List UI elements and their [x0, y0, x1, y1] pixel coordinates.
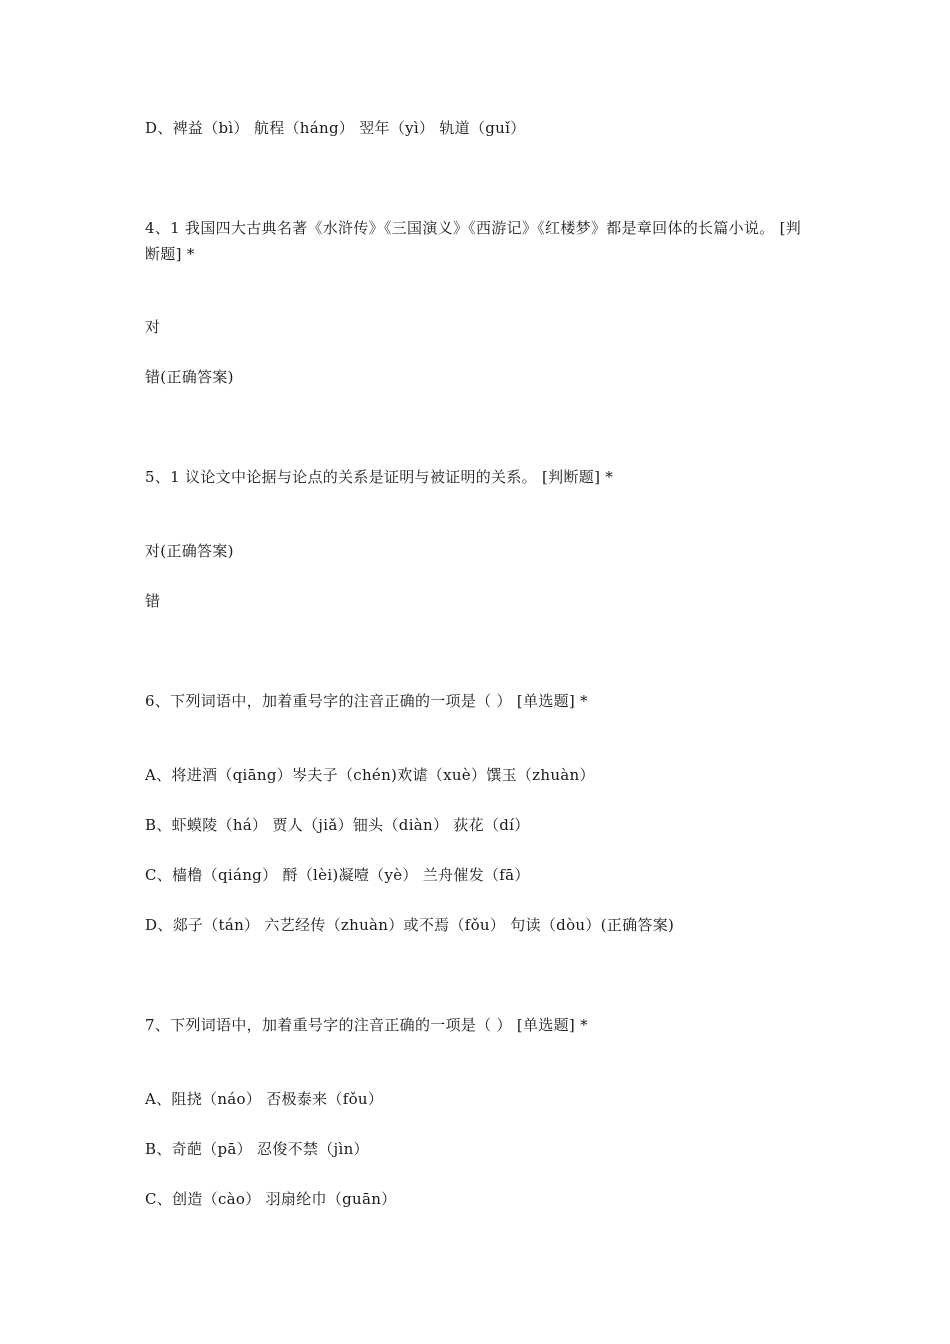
q6-option-a[interactable]: A、将进酒（qiāng）岑夫子（chén)欢谑（xuè）馔玉（zhuàn）	[145, 766, 595, 784]
q5-question: 5、1 议论文中论据与论点的关系是证明与被证明的关系。 [判断题] *	[145, 468, 614, 486]
q7-question: 7、下列词语中，加着重号字的注音正确的一项是（ ） [单选题] *	[145, 1016, 588, 1034]
q4-option-false[interactable]: 错(正确答案)	[145, 368, 234, 386]
q7-option-c[interactable]: C、创造（cào） 羽扇纶巾（guān）	[145, 1190, 397, 1208]
q4-question: 4、1 我国四大古典名著《水浒传》《三国演义》《西游记》《红楼梦》都是章回体的长篇小说。 [判断题] *	[145, 219, 802, 263]
q6-option-c[interactable]: C、樯橹（qiáng） 酹（lèi)凝噎（yè） 兰舟催发（fā）	[145, 866, 530, 884]
q7-option-b[interactable]: B、奇葩（pā） 忍俊不禁（jìn）	[145, 1140, 369, 1158]
q6-question: 6、下列词语中，加着重号字的注音正确的一项是（ ） [单选题] *	[145, 692, 588, 710]
q6-option-b[interactable]: B、虾蟆陵（há） 贾人（jiǎ）钿头（diàn） 荻花（dí）	[145, 816, 530, 834]
q7-option-a[interactable]: A、阻挠（náo） 否极泰来（fǒu）	[145, 1090, 384, 1108]
q3-option-d: D、裨益（bì） 航程（háng） 翌年（yì） 轨道（guǐ）	[145, 119, 526, 137]
q5-option-false[interactable]: 错	[145, 592, 161, 610]
q6-option-d[interactable]: D、郯子（tán） 六艺经传（zhuàn）或不焉（fǒu） 句读（dòu）(正确答案)	[145, 916, 675, 934]
q5-option-true[interactable]: 对(正确答案)	[145, 542, 234, 560]
q4-option-true[interactable]: 对	[145, 318, 161, 336]
